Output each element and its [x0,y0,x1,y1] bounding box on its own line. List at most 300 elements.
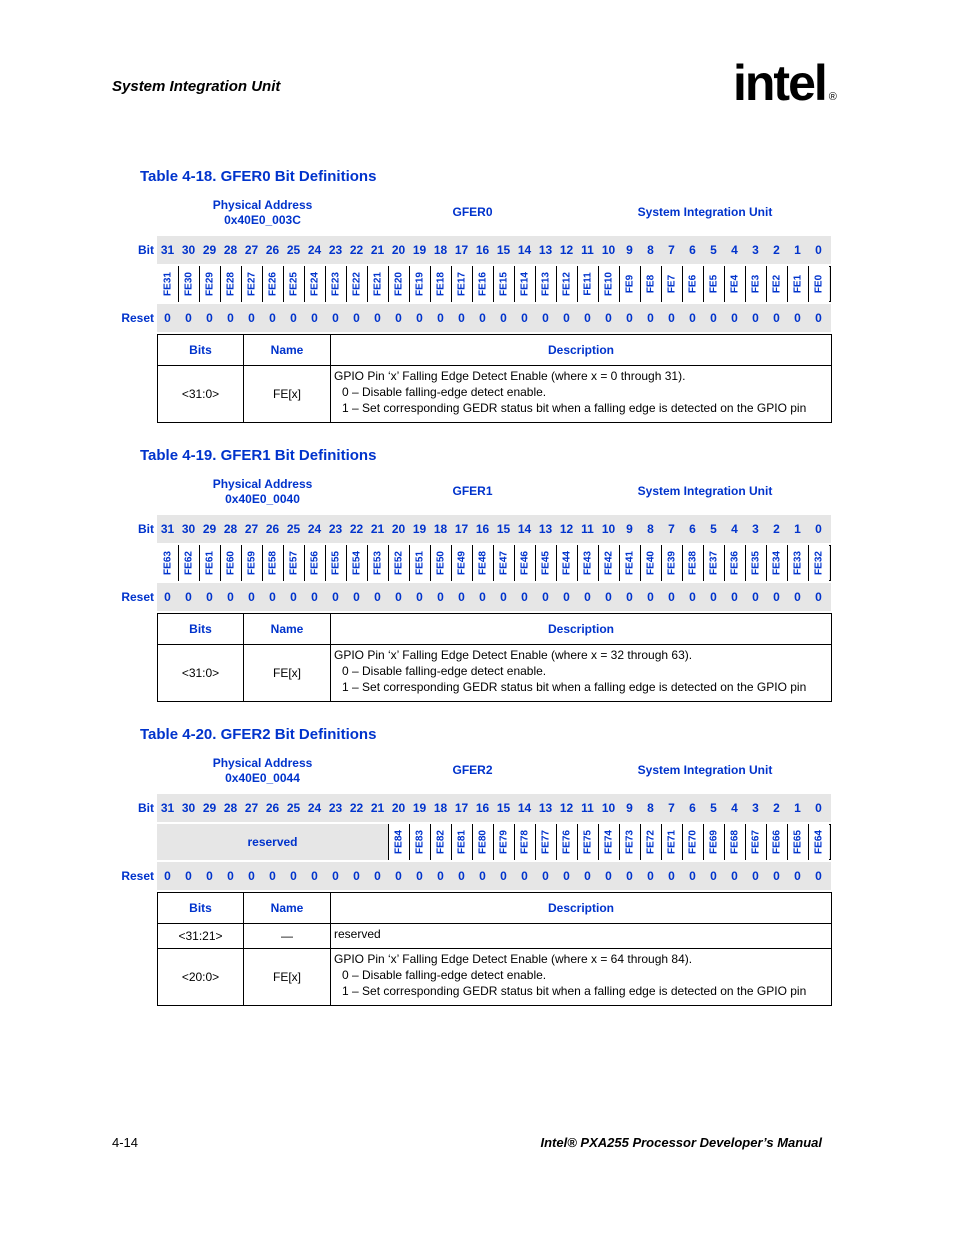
reset-value: 0 [647,590,654,604]
bit-field-label: FE16 [477,272,489,296]
reset-value: 0 [479,590,486,604]
reset-value: 0 [311,869,318,883]
bit-field [703,545,724,581]
reset-value: 0 [773,590,780,604]
reset-value: 0 [185,311,192,325]
reset-value: 0 [353,590,360,604]
reset-value: 0 [164,869,171,883]
bit-number: 24 [307,243,322,257]
bit-field [766,545,787,581]
bit-field-label: FE31 [162,272,173,296]
logo-text: intel [733,55,826,111]
bit-field [808,824,829,860]
bit-field [199,266,220,302]
register-name: GFER0 [452,205,493,219]
description-option: 0 – Disable falling-edge detect enable. [342,968,547,982]
reset-value: 0 [815,590,822,604]
bit-field-label: FE11 [582,272,594,296]
description-option: 1 – Set corresponding GEDR status bit when a falling edge is detected on the GPIO pin [342,401,807,415]
bit-number: 7 [668,801,675,815]
reset-value: 0 [416,590,423,604]
bit-field-label: FE19 [414,272,426,296]
bit-field-label: FE62 [183,551,195,575]
bit-field-label: FE59 [246,551,258,575]
bit-number: 18 [433,801,448,815]
bit-field-label: FE84 [393,830,405,854]
bit-number: 7 [668,522,675,536]
bit-number: 31 [160,522,175,536]
bit-field-label: FE1 [792,274,804,294]
name-cell: FE[x] [244,645,331,702]
bit-number: 23 [328,801,343,815]
bit-field [535,266,556,302]
description-text: GPIO Pin ‘x’ Falling Edge Detect Enable (where x = 0 through 31). [334,369,686,383]
bit-field [535,545,556,581]
header-row [158,893,832,924]
bit-field [178,266,199,302]
reset-value: 0 [647,869,654,883]
reset-value: 0 [584,590,591,604]
description-text: reserved [334,927,381,941]
name-header: Name [244,614,331,645]
bit-number: 4 [731,243,738,257]
bit-field-label: FE55 [330,551,342,575]
reset-value: 0 [248,590,255,604]
bit-field [808,266,829,302]
table-row [158,366,832,423]
reset-value: 0 [395,311,402,325]
bit-number: 1 [794,522,801,536]
bit-field-label: FE0 [813,274,825,294]
reset-value: 0 [374,590,381,604]
bit-number: 8 [647,522,654,536]
bit-field [556,545,577,581]
bit-field-label: FE71 [666,830,678,854]
reset-value: 0 [710,311,717,325]
reset-value: 0 [710,590,717,604]
bit-field-label: FE51 [414,551,426,575]
bit-field [703,266,724,302]
bit-number: 17 [454,801,469,815]
bit-field [451,266,472,302]
bit-field [325,266,346,302]
reset-value: 0 [227,869,234,883]
bit-field-label: FE13 [540,272,552,296]
table-row [158,924,832,949]
bit-field-label: FE80 [477,830,489,854]
bit-row-label: Bit [138,243,154,257]
bit-field-label: FE78 [519,830,531,854]
reset-value: 0 [437,311,444,325]
bit-number: 9 [626,243,633,257]
bit-number: 9 [626,801,633,815]
bit-field [388,545,409,581]
bit-number: 26 [265,522,280,536]
bit-number: 16 [475,243,490,257]
reset-value: 0 [332,869,339,883]
reset-value: 0 [185,869,192,883]
bit-number: 22 [349,522,364,536]
bits-cell: <31:0> [158,645,244,702]
bit-field [787,266,808,302]
description-header: Description [331,893,832,924]
physical-address-value: 0x40E0_0044 [225,771,300,785]
bit-field [745,545,766,581]
bit-field [577,266,598,302]
bit-field [724,266,745,302]
bit-number: 8 [647,243,654,257]
bit-number: 28 [223,522,238,536]
manual-title: Intel® PXA255 Processor Developer’s Manual [540,1135,822,1150]
name-header: Name [244,893,331,924]
bit-field [682,824,703,860]
bit-number: 18 [433,522,448,536]
bit-field [745,266,766,302]
bit-number: 4 [731,801,738,815]
reset-value: 0 [227,311,234,325]
bit-field-label: FE8 [645,274,657,294]
name-cell: — [244,924,331,949]
bit-field [724,545,745,581]
bit-field-label: FE34 [771,551,783,575]
bit-field-label: FE65 [792,830,804,854]
bit-field [304,545,325,581]
reset-value: 0 [416,311,423,325]
reset-value: 0 [752,311,759,325]
bit-number: 11 [581,522,594,536]
name-header: Name [244,335,331,366]
bit-field [682,266,703,302]
bit-field-label: FE28 [225,272,237,296]
reset-value: 0 [227,590,234,604]
reset-value: 0 [332,590,339,604]
bit-number: 0 [815,522,822,536]
bit-number: 6 [689,243,696,257]
bit-row-label: Bit [138,522,154,536]
bit-number: 5 [710,243,717,257]
intel-logo [733,55,835,111]
bit-number: 30 [181,243,196,257]
bit-field-label: FE83 [414,830,426,854]
bit-field-label: FE14 [519,272,531,296]
bit-field [787,824,808,860]
table-row [158,949,832,1006]
bit-number: 10 [601,522,616,536]
bit-field [304,266,325,302]
reset-value: 0 [479,311,486,325]
bit-number: 23 [328,522,343,536]
reset-value: 0 [689,869,696,883]
bit-field-label: FE72 [645,830,657,854]
name-cell: FE[x] [244,949,331,1006]
bit-number: 20 [391,801,406,815]
header-row [158,614,832,645]
bit-field [430,266,451,302]
bit-number: 2 [773,522,780,536]
bit-number: 1 [794,243,801,257]
physical-address-label: Physical Address [212,756,313,770]
table-caption: Table 4-20. GFER2 Bit Definitions [140,726,377,743]
bit-field-label: FE64 [813,830,825,854]
reset-row-label: Reset [121,311,154,325]
bit-field [619,824,640,860]
reset-value: 0 [605,590,612,604]
bit-field [409,824,430,860]
bit-number: 21 [370,522,385,536]
bit-field-label: FE25 [288,272,300,296]
bit-field-label: FE18 [435,272,447,296]
reset-value: 0 [311,311,318,325]
bits-header: Bits [158,335,244,366]
bit-number: 29 [202,522,217,536]
bit-field [640,266,661,302]
bit-number: 10 [601,801,616,815]
bit-field [472,545,493,581]
bit-description-table [157,892,832,1006]
reset-value: 0 [164,311,171,325]
bit-field [619,266,640,302]
reset-row-label: Reset [121,869,154,883]
physical-address [205,756,320,786]
reset-value: 0 [647,311,654,325]
reset-value: 0 [395,590,402,604]
bit-field [220,266,241,302]
bit-field-label: FE67 [750,830,762,854]
reset-value: 0 [563,311,570,325]
description-cell [331,924,832,949]
bit-field-label: FE76 [561,830,573,854]
bit-field [808,545,829,581]
bit-field [346,545,367,581]
bit-number: 27 [244,243,259,257]
reset-value: 0 [773,311,780,325]
bit-number: 26 [265,801,280,815]
reset-value: 0 [668,311,675,325]
bit-description-table [157,334,832,423]
bit-number: 17 [454,522,469,536]
bit-field-label: FE77 [540,830,552,854]
reset-value: 0 [605,869,612,883]
bit-number: 12 [559,243,574,257]
bit-field-label: FE20 [393,272,405,296]
bit-number: 21 [370,243,385,257]
reset-row-label: Reset [121,590,154,604]
bit-number: 3 [752,243,759,257]
bit-number: 5 [710,801,717,815]
bit-field-label: FE5 [708,274,720,294]
bit-number: 18 [433,243,448,257]
description-text: GPIO Pin ‘x’ Falling Edge Detect Enable (where x = 32 through 63). [334,648,693,662]
reset-value: 0 [731,869,738,883]
bit-number: 14 [517,243,532,257]
reset-value: 0 [248,869,255,883]
reset-value: 0 [248,311,255,325]
bit-field [493,266,514,302]
bit-number: 25 [286,801,301,815]
bit-field [157,545,178,581]
bit-field-label: FE82 [435,830,447,854]
reset-value: 0 [269,869,276,883]
bit-field-label: FE35 [750,551,762,575]
reset-value: 0 [731,311,738,325]
bit-field [724,824,745,860]
bit-field-label: FE9 [624,274,636,294]
reset-value: 0 [521,311,528,325]
bit-field-label: FE6 [687,274,699,294]
bit-field-label: FE21 [372,272,384,296]
bit-field [661,266,682,302]
physical-address-label: Physical Address [212,198,313,212]
page-number: 4-14 [112,1135,139,1150]
reset-value: 0 [731,590,738,604]
bit-field [598,266,619,302]
reset-value: 0 [668,869,675,883]
bit-field-label: FE33 [792,551,804,575]
bit-number: 14 [517,801,532,815]
bit-field-label: FE50 [435,551,447,575]
bit-number: 12 [559,801,574,815]
reset-value: 0 [752,590,759,604]
bit-field-label: FE37 [708,551,720,575]
bit-number: 31 [160,801,175,815]
bits-header: Bits [158,614,244,645]
bit-number: 9 [626,522,633,536]
bit-field-label: FE46 [519,551,531,575]
bit-field [556,824,577,860]
bit-field [220,545,241,581]
bit-number: 3 [752,522,759,536]
bit-number: 16 [475,522,490,536]
bit-field-label: FE24 [309,272,321,296]
reset-value: 0 [269,590,276,604]
bit-number: 5 [710,522,717,536]
bit-number: 15 [496,522,511,536]
bit-field [640,545,661,581]
bit-number: 27 [244,801,259,815]
bit-field-label: FE73 [624,830,636,854]
bit-field-label: FE66 [771,830,783,854]
reset-value: 0 [185,590,192,604]
bit-number: 29 [202,801,217,815]
bit-field-label: FE15 [498,272,510,296]
bit-field-label: FE38 [687,551,699,575]
bit-number: 30 [181,801,196,815]
bit-number: 28 [223,243,238,257]
bit-field [493,545,514,581]
table-row [158,645,832,702]
description-option: 0 – Disable falling-edge detect enable. [342,664,547,678]
reset-value: 0 [374,311,381,325]
reset-value: 0 [164,590,171,604]
bit-number: 16 [475,801,490,815]
reset-value: 0 [290,869,297,883]
reset-value: 0 [815,869,822,883]
reset-value: 0 [311,590,318,604]
bit-field-label: FE61 [204,551,216,575]
bit-field [514,545,535,581]
description-option: 1 – Set corresponding GEDR status bit when a falling edge is detected on the GPIO pin [342,680,807,694]
bit-field-label: FE29 [204,272,216,296]
bits-cell: <31:0> [158,366,244,423]
reset-value: 0 [668,590,675,604]
bit-field-label: FE58 [267,551,279,575]
bit-number: 24 [307,801,322,815]
reset-value: 0 [521,590,528,604]
bit-field [577,545,598,581]
bit-number: 19 [412,243,427,257]
logo-registered-mark: ® [828,91,835,103]
bit-field [325,545,346,581]
bit-field [472,824,493,860]
bit-number: 14 [517,522,532,536]
reset-value: 0 [290,311,297,325]
bit-field [766,824,787,860]
reset-value: 0 [206,590,213,604]
bit-number: 4 [731,522,738,536]
physical-address [205,477,320,507]
bit-number: 13 [538,243,553,257]
bit-number: 25 [286,243,301,257]
bit-field [367,266,388,302]
reset-value: 0 [500,869,507,883]
reset-value: 0 [374,869,381,883]
reset-value: 0 [290,590,297,604]
reset-value: 0 [794,869,801,883]
header-row [158,335,832,366]
reset-value: 0 [353,311,360,325]
description-option: 1 – Set corresponding GEDR status bit when a falling edge is detected on the GPIO pin [342,984,807,998]
reset-value: 0 [395,869,402,883]
bit-field [241,545,262,581]
bit-number: 1 [794,801,801,815]
bit-field-label: FE60 [225,551,237,575]
bit-number: 0 [815,801,822,815]
bit-field-label: FE49 [456,551,468,575]
reset-value: 0 [542,590,549,604]
unit-name: System Integration Unit [637,763,773,777]
table-caption: Table 4-19. GFER1 Bit Definitions [140,447,377,464]
bit-field [514,824,535,860]
bit-field [262,266,283,302]
description-option: 0 – Disable falling-edge detect enable. [342,385,547,399]
register-name: GFER1 [452,484,493,498]
bit-number: 13 [538,522,553,536]
reset-value: 0 [563,869,570,883]
bit-field [178,545,199,581]
bit-field-label: FE26 [267,272,279,296]
bit-number: 25 [286,522,301,536]
bit-field-label: FE43 [582,551,594,575]
description-cell [331,366,832,423]
reset-value: 0 [521,869,528,883]
bit-number: 13 [538,801,553,815]
bit-field-label: FE12 [561,272,573,296]
bit-number: 3 [752,801,759,815]
bit-field [451,824,472,860]
reset-value: 0 [458,590,465,604]
bit-field-label: FE45 [540,551,552,575]
bit-field-label: FE53 [372,551,384,575]
reset-value: 0 [437,590,444,604]
bit-field-label: FE79 [498,830,510,854]
reset-value: 0 [794,311,801,325]
bit-field-label: FE32 [813,551,825,575]
unit-name: System Integration Unit [637,205,773,219]
bit-number: 23 [328,243,343,257]
bit-number: 20 [391,522,406,536]
reset-value: 0 [605,311,612,325]
bit-field [409,545,430,581]
